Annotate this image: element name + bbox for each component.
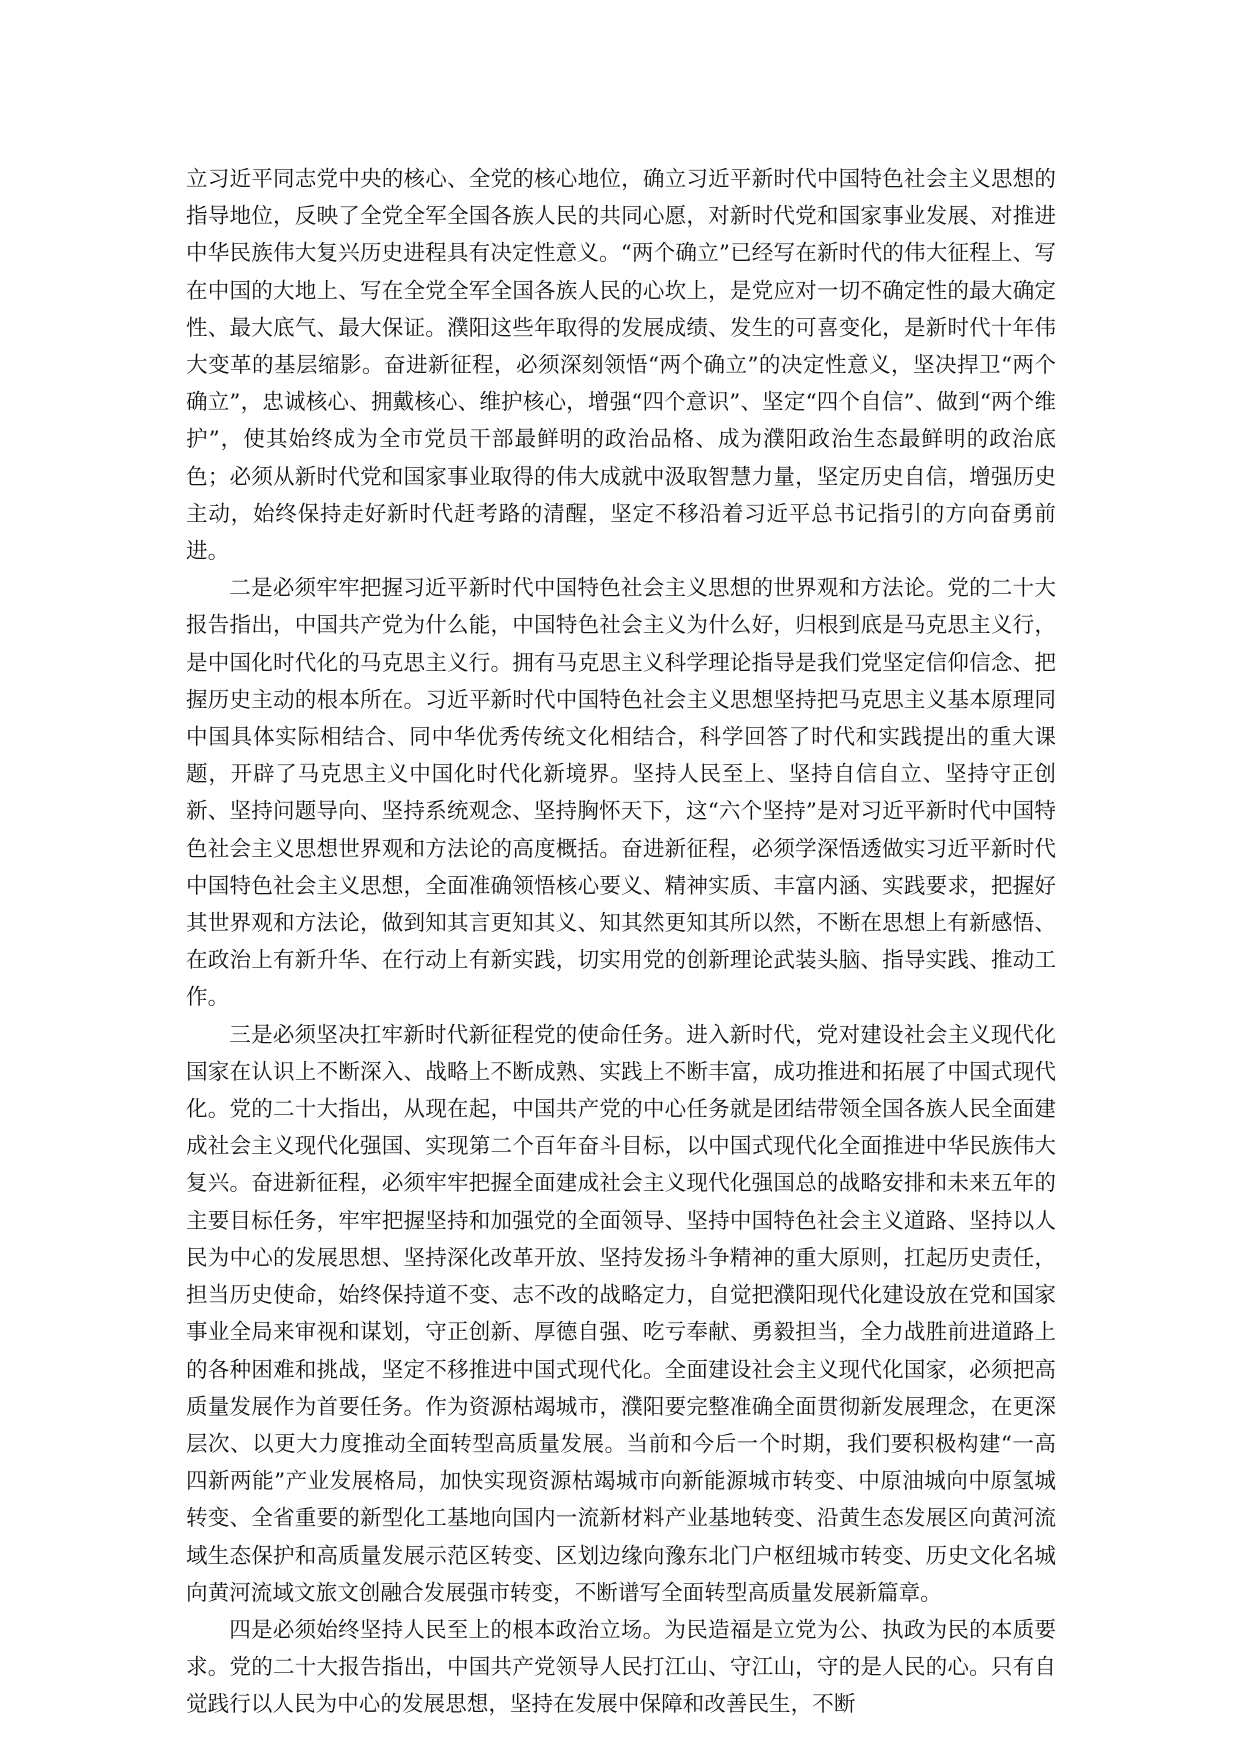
- paragraph-point-three: 三是必须坚决扛牢新时代新征程党的使命任务。进入新时代，党对建设社会主义现代化国家在认识上不断深入、战略上不断成熟、实践上不断丰富，成功推进和拓展了中国式现代化。党的二十大指出，从现在起，中国共产党的中心任务就是团结带领全国各族人民全面建成社会主义现代化强国、实现第二个百年奋斗目标，以中国式现代化全面推进中华民族伟大复兴。奋进新征程，必须牢牢把握全面建成社会主义现代化强国总的战略安排和未来五年的主要目标任务，牢牢把握坚持和加强党的全面领导、坚持中国特色社会主义道路、坚持以人民为中心的发展思想、坚持深化改革开放、坚持发扬斗争精神的重大原则，扛起历史责任，担当历史使命，始终保持道不变、志不改的战略定力，自觉把濮阳现代化建设放在党和国家事业全局来审视和谋划，守正创新、厚德自强、吃亏奉献、勇毅担当，全力战胜前进道路上的各种困难和挑战，坚定不移推进中国式现代化。全面建设社会主义现代化国家，必须把高质量发展作为首要任务。作为资源枯竭城市，濮阳要完整准确全面贯彻新发展理念，在更深层次、以更大力度推动全面转型高质量发展。当前和今后一个时期，我们要积极构建“一高四新两能”产业发展格局，加快实现资源枯竭城市向新能源城市转变、中原油城向中原氢城转变、全省重要的新型化工基地向国内一流新材料产业基地转变、沿黄生态发展区向黄河流域生态保护和高质量发展示范区转变、区划边缘向豫东北门户枢纽城市转变、历史文化名城向黄河流域文旅文创融合发展强市转变，不断谱写全面转型高质量发展新篇章。: [186, 1022, 1056, 1606]
- paragraph-point-two: 二是必须牢牢把握习近平新时代中国特色社会主义思想的世界观和方法论。党的二十大报告指出，中国共产党为什么能，中国特色社会主义为什么好，归根到底是马克思主义行，是中国化时代化的马克思主义行。拥有马克思主义科学理论指导是我们党坚定信仰信念、把握历史主动的根本所在。习近平新时代中国特色社会主义思想坚持把马克思主义基本原理同中国具体实际相结合、同中华优秀传统文化相结合，科学回答了时代和实践提出的重大课题，开辟了马克思主义中国化时代化新境界。坚持人民至上、坚持自信自立、坚持守正创新、坚持问题导向、坚持系统观念、坚持胸怀天下，这“六个坚持”是对习近平新时代中国特色社会主义思想世界观和方法论的高度概括。奋进新征程，必须学深悟透做实习近平新时代中国特色社会主义思想，全面准确领悟核心要义、精神实质、丰富内涵、实践要求，把握好其世界观和方法论，做到知其言更知其义、知其然更知其所以然，不断在思想上有新感悟、在政治上有新升华、在行动上有新实践，切实用党的创新理论武装头脑、指导实践、推动工作。: [186, 576, 1056, 1011]
- paragraph-continued: 立习近平同志党中央的核心、全党的核心地位，确立习近平新时代中国特色社会主义思想的指导地位，反映了全党全军全国各族人民的共同心愿，对新时代党和国家事业发展、对推进中华民族伟大复兴历史进程具有决定性意义。“两个确立”已经写在新时代的伟大征程上、写在中国的大地上、写在全党全军全国各族人民的心坎上，是党应对一切不确定性的最大确定性、最大底气、最大保证。濮阳这些年取得的发展成绩、发生的可喜变化，是新时代十年伟大变革的基层缩影。奋进新征程，必须深刻领悟“两个确立”的决定性意义，坚决捍卫“两个确立”，忠诚核心、拥戴核心、维护核心，增强“四个意识”、坚定“四个自信”、做到“两个维护”，使其始终成为全市党员干部最鲜明的政治品格、成为濮阳政治生态最鲜明的政治底色；必须从新时代党和国家事业取得的伟大成就中汲取智慧力量，坚定历史自信，增强历史主动，始终保持走好新时代赶考路的清醒，坚定不移沿着习近平总书记指引的方向奋勇前进。: [186, 167, 1056, 565]
- body-text: [186, 161, 1056, 1724]
- paragraph-point-four: 四是必须始终坚持人民至上的根本政治立场。为民造福是立党为公、执政为民的本质要求。党的二十大报告指出，中国共产党领导人民打江山、守江山，守的是人民的心。只有自觉践行以人民为中心的发展思想，坚持在发展中保障和改善民生，不断: [186, 1617, 1056, 1718]
